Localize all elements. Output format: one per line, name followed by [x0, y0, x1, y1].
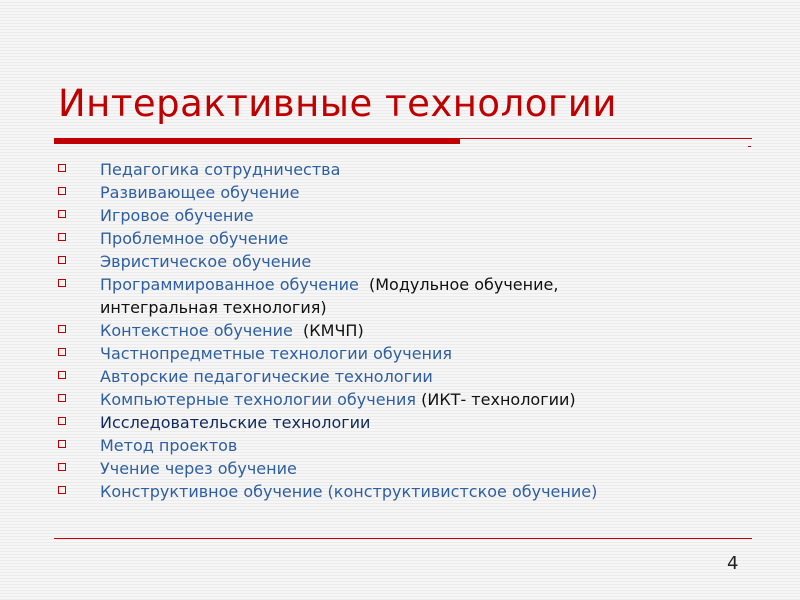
technology-list: [58, 158, 758, 503]
list-item: [58, 411, 758, 434]
square-bullet-icon: [58, 417, 66, 425]
square-bullet-icon: [58, 371, 66, 379]
list-item: [58, 273, 758, 319]
list-item: [58, 342, 758, 365]
square-bullet-icon: [58, 233, 66, 241]
item-label: Игровое обучение: [100, 206, 254, 225]
footer-divider: [54, 538, 752, 539]
item-label: Компьютерные технологии обучения: [100, 390, 417, 409]
square-bullet-icon: [58, 279, 66, 287]
square-bullet-icon: [58, 164, 66, 172]
item-label: Метод проектов: [100, 436, 238, 455]
list-item: [58, 365, 758, 388]
item-note: (КМЧП): [292, 321, 364, 340]
item-note-continued: интегральная технология): [100, 298, 327, 317]
list-item: [58, 388, 758, 411]
title-underline-thick: [54, 138, 460, 144]
item-label: Исследовательские технологии: [100, 413, 371, 432]
square-bullet-icon: [58, 440, 66, 448]
list-item: [58, 158, 758, 181]
list-item: [58, 319, 758, 342]
list-item: [58, 250, 758, 273]
item-label: Педагогика сотрудничества: [100, 160, 341, 179]
list-item: [58, 480, 758, 503]
square-bullet-icon: [58, 463, 66, 471]
item-label: Учение через обучение: [100, 459, 297, 478]
item-note: (ИКТ- технологии): [416, 390, 576, 409]
square-bullet-icon: [58, 394, 66, 402]
item-label: Программированное обучение: [100, 275, 359, 294]
slide-title: Интерактивные технологии: [58, 82, 617, 125]
item-note: (Модульное обучение,: [358, 275, 559, 294]
item-note: (конструктивистское обучение): [322, 482, 598, 501]
square-bullet-icon: [58, 210, 66, 218]
list-item: [58, 181, 758, 204]
item-label: Конструктивное обучение: [100, 482, 323, 501]
list-item: [58, 204, 758, 227]
square-bullet-icon: [58, 325, 66, 333]
list-item: [58, 434, 758, 457]
item-label: Проблемное обучение: [100, 229, 289, 248]
title-underline-tick: [748, 146, 751, 147]
item-label: Контекстное обучение: [100, 321, 293, 340]
square-bullet-icon: [58, 348, 66, 356]
square-bullet-icon: [58, 187, 66, 195]
list-item: [58, 227, 758, 250]
item-label: Развивающее обучение: [100, 183, 300, 202]
item-label: Авторские педагогические технологии: [100, 367, 433, 386]
square-bullet-icon: [58, 256, 66, 264]
list-item: [58, 457, 758, 480]
page-number: 4: [727, 553, 739, 574]
square-bullet-icon: [58, 486, 66, 494]
title-underline-thin: [460, 138, 752, 139]
item-label: Эвристическое обучение: [100, 252, 312, 271]
item-label: Частнопредметные технологии обучения: [100, 344, 453, 363]
